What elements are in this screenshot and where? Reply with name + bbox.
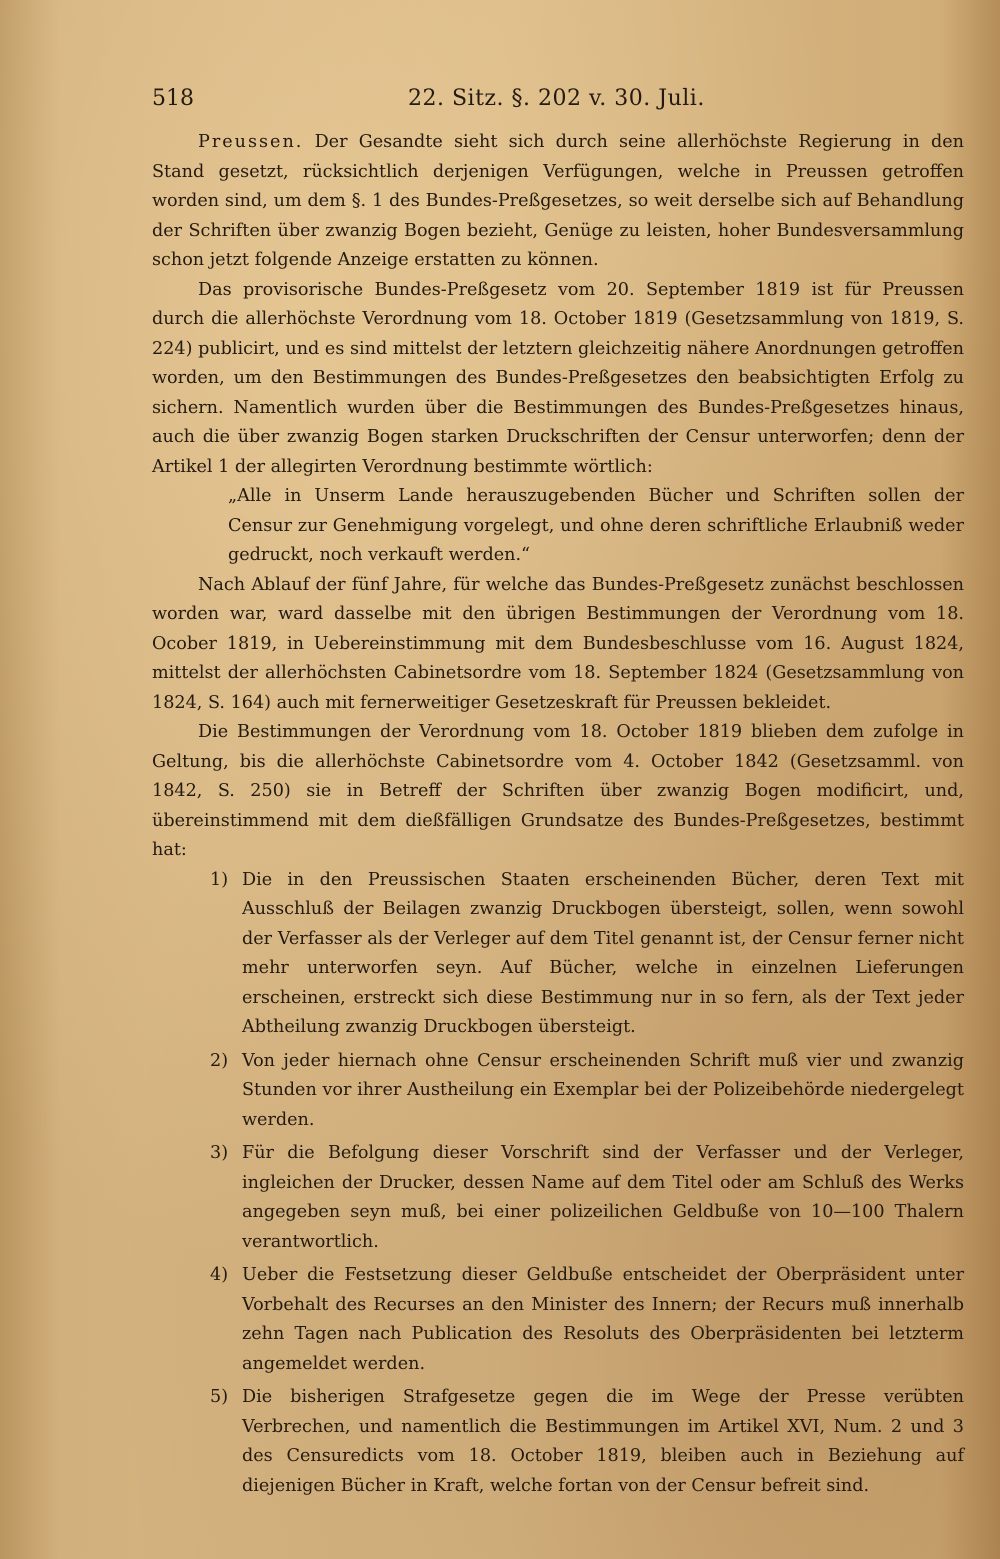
paragraph-3: Nach Ablauf der fünf Jahre, für welche das Bundes-Preßgesetz zunächst beschlossen worden war, ward dasselbe mit den übrigen Bestimmungen der Verordnung vom 18. Ocober 1819, in Uebereinstimmung mit dem Bundesbeschlusse vom 16. August 1824, mittelst der allerhöchsten Cabinetsordre vom 18. September 1824 (Gesetzsammlung von 1824, S. 164) auch mit fernerweitiger Gesetzeskraft für Preussen bekleidet. [152,574,964,713]
paragraph-4: Die Bestimmungen der Verordnung vom 18. October 1819 blieben dem zufolge in Geltung, bis die allerhöchste Cabinetsordre vom 4. October 1842 (Gesetzsamml. von 1842, S. 250) sie in Betreff der Schriften über zwanzig Bogen modificirt, und, übereinstimmend mit dem dießfälligen Grundsatze des Bundes-Preßgesetzes, bestimmt hat: [152,722,964,860]
list-item-number: 4) [210,1265,229,1285]
running-head-title: 22. Sitz. §. 202 v. 30. Juli. [408,86,705,111]
body-text [152,128,964,1505]
running-head [152,82,962,116]
list-item-text: Die bisherigen Strafgesetze gegen die im Wege der Presse verübten Verbrechen, und namentlich die Bestimmungen im Artikel XVI, Num. 2 und 3 des Censuredicts vom 18. October 1819, bleiben auch in Beziehung auf diejenigen Bücher in Kraft, welche fortan von der Censur befreit sind. [242,1387,964,1496]
quoted-article: „Alle in Unserm Lande herauszugebenden Bücher und Schriften sollen der Censur zur Genehmigung vorgelegt, und ohne deren schriftliche Erlaubniß weder gedruckt, noch verkauft werden.“ [228,486,964,565]
list-item-text: Von jeder hiernach ohne Censur erscheinenden Schrift muß vier und zwanzig Stunden vor ihrer Austheilung ein Exemplar bei der Polizeibehörde niedergelegt werden. [242,1050,964,1130]
list-item [210,1383,964,1501]
paragraph-lead-word: Preussen. [198,132,304,152]
paragraph-1 [152,128,964,276]
numbered-list [152,866,964,1502]
list-item-number: 2) [210,1050,229,1071]
list-item-text: Für die Befolgung dieser Vorschrift sind der Verfasser und der Verleger, ingleichen der Drucker, dessen Name auf dem Titel oder am Schluß des Werks angegeben seyn muß, bei einer polizeilichen Geldbuße von 10—100 Thalern verantwortlich. [242,1143,964,1252]
list-item [210,1261,964,1379]
list-item-number: 1) [210,869,229,890]
paragraph-2: Das provisorische Bundes-Preßgesetz vom 20. September 1819 ist für Preussen durch die allerhöchste Verordnung vom 18. October 1819 (Gesetzsammlung von 1819, S. 224) publicirt, und es sind mittelst der letztern gleichzeitig nähere Anordnungen getroffen worden, um den Bestimmungen des Bundes-Preßgesetzes den beabsichtigten Erfolg zu sichern. Namentlich wurden über die Bestimmungen des Bundes-Preßgesetzes hinaus, auch die über zwanzig Bogen starken Druckschriften der Censur unterworfen; denn der Artikel 1 der allegirten Verordnung bestimmte wörtlich: [152,279,964,477]
list-item-number: 3) [210,1143,229,1163]
paragraph-1-text: Der Gesandte sieht sich durch seine allerhöchste Regierung in den Stand gesetzt, rücksichtlich derjenigen Verfügungen, welche in Preussen getroffen worden sind, um dem §. 1 des Bundes-Preßgesetzes, so weit derselbe sich auf Behandlung der Schriften über zwanzig Bogen bezieht, Genüge zu leisten, hoher Bundesversammlung schon jetzt folgende Anzeige erstatten zu können. [152,132,964,270]
list-item [210,1047,964,1136]
list-item-text: Die in den Preussischen Staaten erscheinenden Bücher, deren Text mit Ausschluß der Beilagen zwanzig Druckbogen übersteigt, sollen, wenn sowohl der Verfasser als der Verleger auf dem Titel genannt ist, der Censur ferner nicht mehr unterworfen seyn. Auf Bücher, welche in einzelnen Lieferungen erscheinen, erstreckt sich diese Bestimmung nur in so fern, als der Text jeder Abtheilung zwanzig Druckbogen übersteigt. [242,869,964,1037]
list-item [210,866,964,1043]
list-item-number: 5) [210,1387,229,1407]
list-item [210,1139,964,1257]
page-number: 518 [152,86,194,111]
list-item-text: Ueber die Festsetzung dieser Geldbuße entscheidet der Oberpräsident unter Vorbehalt des Recurses an den Minister des Innern; der Recurs muß innerhalb zehn Tagen nach Publication des Resoluts des Oberpräsidenten bei letzterm angemeldet werden. [242,1265,964,1374]
